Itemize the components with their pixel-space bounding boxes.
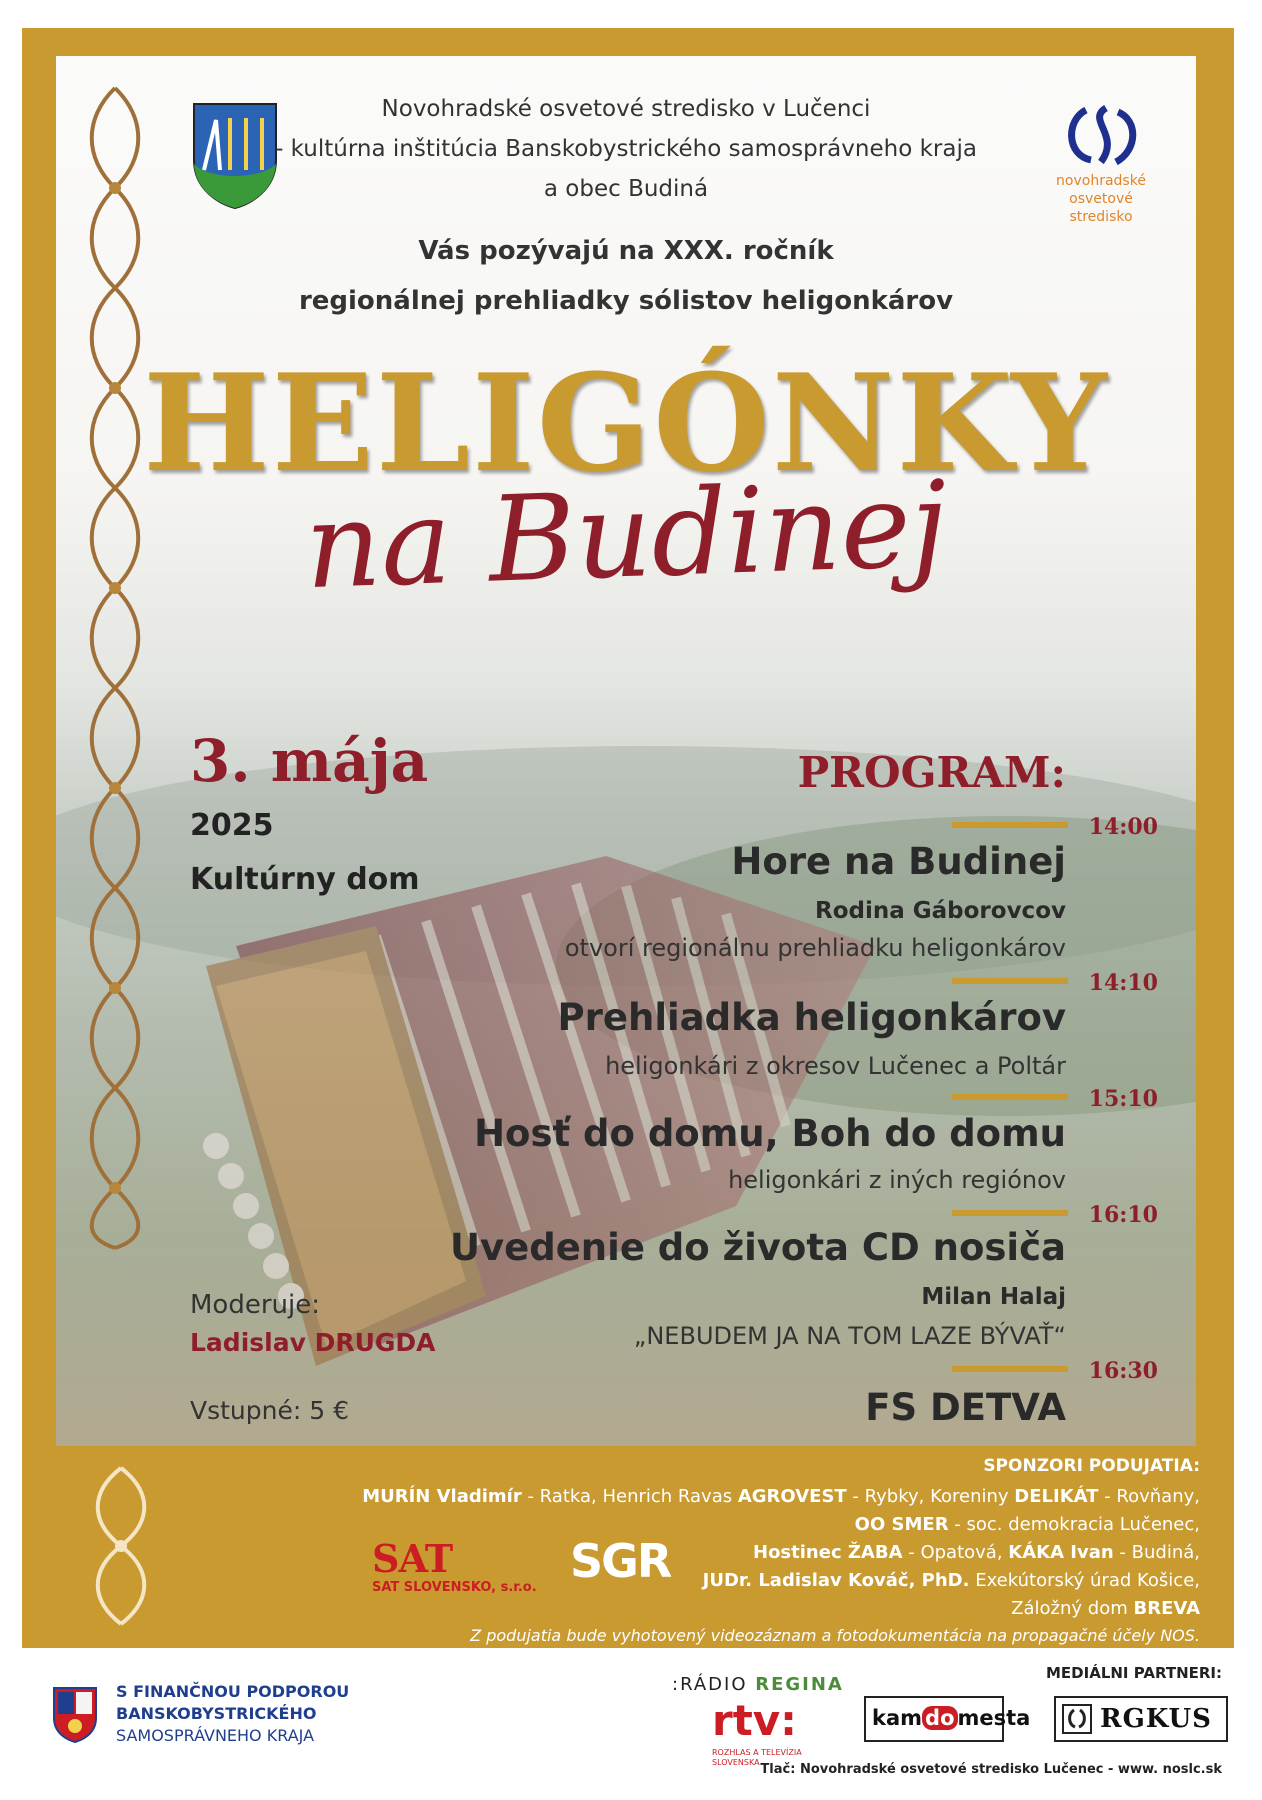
sponsor-name: Hostinec ŽABA — [753, 1542, 903, 1563]
sponsors-line-2 — [855, 1514, 1200, 1535]
program-divider — [952, 1366, 1068, 1372]
event-venue: Kultúrny dom — [190, 862, 420, 897]
entry-fee: Vstupné: 5 € — [190, 1396, 349, 1425]
print-credit: Tlač: Novohradské osvetové stredisko Lučenec - www. noslc.sk — [760, 1762, 1222, 1777]
event-year: 2025 — [190, 808, 274, 843]
rtvs-logo-word: rtv: — [712, 1696, 797, 1745]
program-time: 16:10 — [1088, 1202, 1158, 1228]
sponsor-text: - Budiná, — [1113, 1542, 1200, 1563]
sponsor-name: AGROVEST — [737, 1486, 847, 1507]
program-item-performer: Milan Halaj — [921, 1284, 1066, 1310]
program-divider — [952, 822, 1068, 828]
nos-small-icon — [1062, 1704, 1092, 1734]
rgkus-logo — [1054, 1696, 1228, 1742]
poster-subtitle-script: na Budinej — [302, 454, 950, 616]
media-partners-heading: MEDIÁLNI PARTNERI: — [1046, 1664, 1222, 1682]
funding-line-2: BANSKOBYSTRICKÉHO — [116, 1704, 317, 1723]
sponsor-name: OO SMER — [854, 1514, 949, 1535]
rtvs-logo-subtitle: ROZHLAS A TELEVÍZIA SLOVENSKA — [712, 1748, 802, 1767]
program-item-title: Hore na Budinej — [731, 840, 1066, 883]
program-divider — [952, 978, 1068, 984]
rgkus-logo-word: RGKUS — [1100, 1704, 1212, 1734]
program-item-title: Uvedenie do života CD nosiča — [449, 1226, 1066, 1269]
radio-regina-name: REGINA — [755, 1674, 844, 1695]
program-heading: PROGRAM: — [797, 748, 1066, 797]
sponsors-line-3 — [753, 1542, 1200, 1563]
kdm-part-1: kam — [872, 1706, 923, 1730]
nos-logo-line-3: stredisko — [1069, 209, 1133, 225]
kam-do-mesta-logo — [864, 1696, 1031, 1742]
program-item-description: „NEBUDEM JA NA TOM LAZE BÝVAŤ“ — [633, 1322, 1066, 1350]
funding-line-3: SAMOSPRÁVNEHO KRAJA — [116, 1726, 315, 1745]
nos-logo — [1046, 100, 1156, 230]
program-divider — [952, 1210, 1068, 1216]
program-time: 14:00 — [1088, 814, 1158, 840]
sponsor-text: - Ratka, Henrich Ravas — [521, 1486, 738, 1507]
sponsor-name: JUDr. Ladislav Kováč, PhD. — [702, 1570, 970, 1591]
invitation-line-2: regionálnej prehliadky sólistov heligonkárov — [298, 286, 954, 316]
funding-line-1: S FINANČNOU PODPOROU — [116, 1682, 350, 1701]
sponsors-heading: SPONZORI PODUJATIA: — [983, 1456, 1200, 1476]
sponsor-text: Exekútorský úrad Košice, — [969, 1570, 1200, 1591]
organizer-line-1: Novohradské osvetové stredisko v Lučenci — [381, 96, 871, 122]
sponsor-name: DELIKÁT — [1014, 1486, 1099, 1507]
sponsor-text: - Rybky, Koreniny — [846, 1486, 1015, 1507]
kdm-part-do: do — [922, 1706, 957, 1730]
nos-logo-line-2: osvetové — [1069, 191, 1133, 207]
sat-logo — [372, 1536, 542, 1596]
program-item-description: otvorí regionálnu prehliadku heligonkárov — [564, 934, 1066, 962]
organizer-line-3: a obec Budiná — [543, 176, 709, 202]
event-date: 3. mája — [190, 727, 429, 795]
program-item-performer: Rodina Gáborovcov — [815, 898, 1066, 924]
radio-regina-prefix: :RÁDIO — [672, 1674, 756, 1695]
program-item-title: FS DETVA — [865, 1386, 1066, 1429]
program-time: 15:10 — [1088, 1086, 1158, 1112]
nos-logo-icon — [1046, 100, 1156, 170]
recording-note: Z podujatia bude vyhotovený videozáznam a fotodokumentácia na propagačné účely NOS. — [470, 1626, 1200, 1645]
sponsor-text: Záložný dom — [1011, 1598, 1134, 1619]
moderator-name: Ladislav DRUGDA — [190, 1328, 436, 1357]
sponsor-text: - soc. demokracia Lučenec, — [948, 1514, 1200, 1535]
nos-logo-line-1: novohradské — [1056, 173, 1146, 189]
program-item-description: heligonkári z okresov Lučenec a Poltár — [605, 1052, 1066, 1080]
sat-logo-subtitle: SAT SLOVENSKO, s.r.o. — [372, 1580, 537, 1595]
sponsor-name: KÁKA Ivan — [1008, 1542, 1114, 1563]
sat-logo-word: SAT — [372, 1536, 453, 1581]
program-divider — [952, 1094, 1068, 1100]
organizer-line-2: - kultúrna inštitúcia Banskobystrického samosprávneho kraja — [275, 136, 977, 162]
radio-regina-logo — [672, 1674, 844, 1695]
program-item-description: heligonkári z iných regiónov — [728, 1166, 1066, 1194]
rtvs-logo — [712, 1696, 812, 1770]
moderator-label: Moderuje: — [190, 1290, 320, 1320]
invitation-line-1: Vás pozývajú na XXX. ročník — [418, 236, 834, 266]
sponsor-text: - Opatová, — [902, 1542, 1009, 1563]
sponsors-line-1 — [362, 1486, 1200, 1507]
sponsors-line-4 — [703, 1570, 1200, 1591]
program-item-title: Prehliadka heligonkárov — [557, 996, 1066, 1039]
sponsor-name: BREVA — [1133, 1598, 1200, 1619]
poster-title: HELIGÓNKY — [143, 344, 1109, 502]
sponsors-line-5 — [1011, 1598, 1200, 1619]
bbsk-coat-of-arms — [52, 1686, 98, 1744]
sponsor-name: MURÍN Vladimír — [362, 1486, 522, 1507]
sponsor-text: - Rovňany, — [1098, 1486, 1200, 1507]
program-item-title: Hosť do domu, Boh do domu — [474, 1112, 1066, 1155]
bottom-left-folk-ornament — [80, 1462, 162, 1630]
program-time: 14:10 — [1088, 970, 1158, 996]
sgr-logo: SGR — [570, 1534, 671, 1588]
kdm-part-2: mesta — [957, 1706, 1031, 1730]
program-time: 16:30 — [1088, 1358, 1158, 1384]
